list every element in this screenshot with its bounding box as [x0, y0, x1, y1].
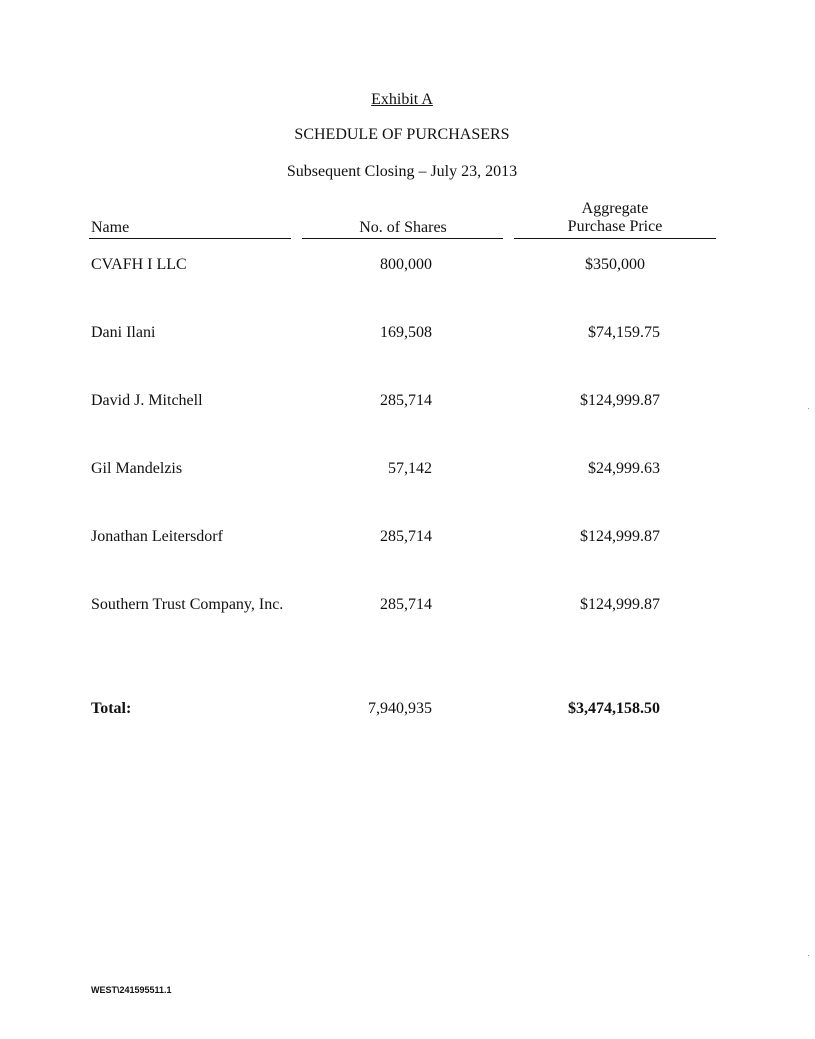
total-price: $3,474,158.50	[568, 700, 660, 717]
exhibit-heading: Exhibit A	[371, 91, 433, 108]
table-row-price: $350,000	[585, 256, 645, 273]
header-rule-price	[514, 238, 716, 239]
table-row-price: $24,999.63	[588, 460, 660, 477]
table-row-name: David J. Mitchell	[91, 392, 203, 409]
column-header-shares: No. of Shares	[359, 219, 447, 236]
document-id-footer: WEST\241595511.1	[91, 985, 172, 995]
table-row-shares: 57,142	[388, 460, 432, 477]
header-rule-name	[89, 238, 291, 239]
table-row-shares: 800,000	[380, 256, 432, 273]
table-row-price: $124,999.87	[580, 528, 660, 545]
table-row-name: Jonathan Leitersdorf	[91, 528, 223, 545]
total-label: Total:	[91, 700, 132, 717]
total-shares: 7,940,935	[368, 700, 432, 717]
column-header-name: Name	[91, 219, 130, 236]
header-rule-shares	[302, 238, 503, 239]
scan-speck	[808, 955, 809, 956]
table-row-price: $74,159.75	[588, 324, 660, 341]
table-row-price: $124,999.87	[580, 392, 660, 409]
table-row-shares: 169,508	[380, 324, 432, 341]
table-row-name: CVAFH I LLC	[91, 256, 187, 273]
table-row-name: Dani Ilani	[91, 324, 156, 341]
column-header-price	[568, 200, 663, 236]
scan-speck	[808, 408, 809, 409]
schedule-title: SCHEDULE OF PURCHASERS	[294, 126, 510, 143]
table-row-price: $124,999.87	[580, 596, 660, 613]
table-row-shares: 285,714	[380, 528, 432, 545]
closing-subtitle: Subsequent Closing – July 23, 2013	[286, 163, 518, 180]
table-row-shares: 285,714	[380, 392, 432, 409]
table-row-name: Southern Trust Company, Inc.	[91, 596, 284, 613]
table-row-shares: 285,714	[380, 596, 432, 613]
column-header-price-line1: Aggregate	[581, 200, 649, 217]
table-row-name: Gil Mandelzis	[91, 460, 183, 477]
column-header-price-line2: Purchase Price	[567, 218, 663, 235]
